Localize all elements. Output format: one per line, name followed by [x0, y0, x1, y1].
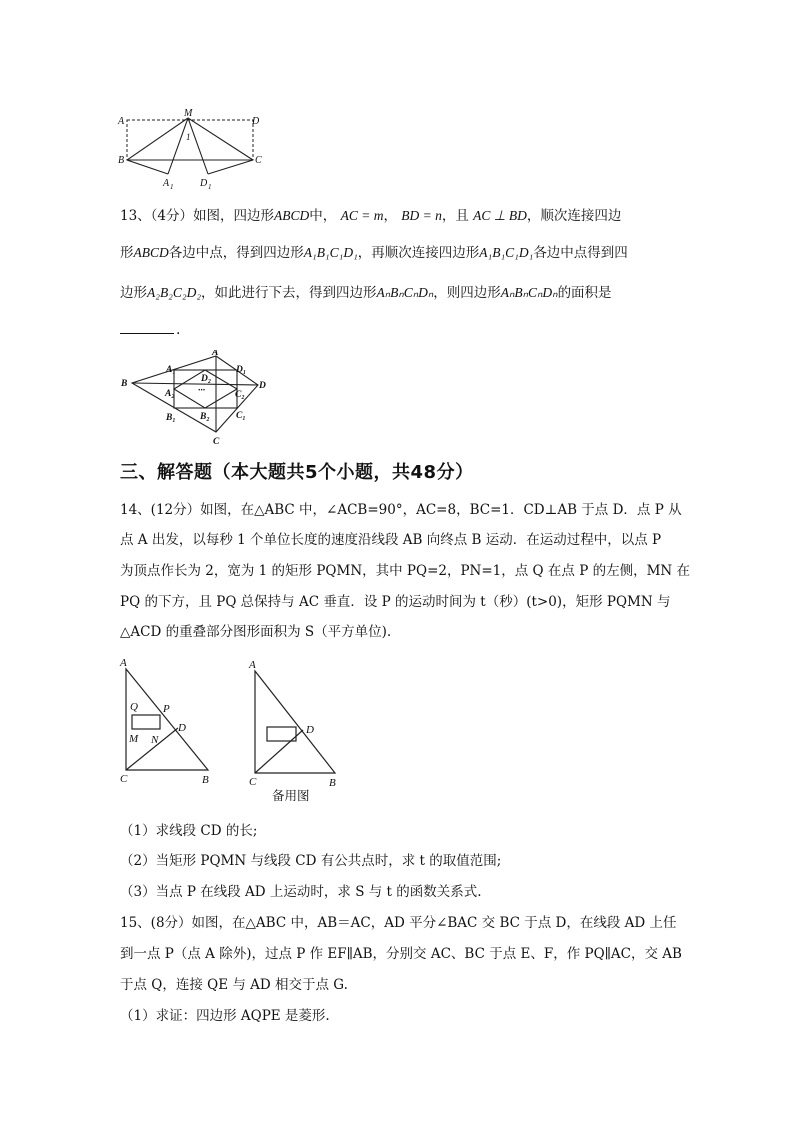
label-B1: B₁: [166, 413, 176, 423]
q14-line-3: 为顶点作长为 2，宽为 1 的矩形 PQMN，其中 PQ=2，PN=1，点 Q 在点 P 的左侧，MN 在: [120, 563, 691, 579]
label-A: A: [249, 659, 256, 671]
q14-line-4: PQ 的下方，且 PQ 总保持与 AC 垂直．设 P 的运动时间为 t（秒）(t>0)，矩形 PQMN 与: [120, 594, 671, 610]
label-C1: C₁: [236, 411, 246, 421]
label-D: D: [306, 724, 314, 736]
q13-line-1: 13、（4分）如图，四边形ABCD中， AC = m， BD = n，且 AC ⊥ BD，顺次连接四边: [120, 208, 622, 224]
label-B: B: [118, 155, 125, 166]
label-A: A: [118, 116, 125, 127]
figure-rectangle-fold: [112, 104, 272, 196]
label-D: D: [178, 722, 186, 734]
label-D: D: [252, 116, 260, 127]
period: .: [176, 322, 181, 338]
q15-sub-1: （1）求证：四边形 AQPE 是菱形.: [120, 1008, 330, 1024]
label-C: C: [255, 155, 262, 166]
q14-sub-3: （3）当点 P 在线段 AD 上运动时，求 S 与 t 的函数关系式.: [120, 884, 482, 900]
label-B: B: [329, 777, 336, 788]
q14-line-1: 14、(12分）如图，在△ABC 中，∠ACB=90°，AC=8，BC=1．CD⊥AB 于点 D．点 P 从: [120, 502, 682, 518]
label-A1: A: [163, 178, 170, 189]
label-P: P: [163, 703, 170, 715]
label-C: C: [249, 776, 257, 788]
label-N: N: [151, 734, 159, 746]
figure-caption: 备用图: [272, 788, 310, 803]
q15-line-2: 到一点 P（点 A 除外)，过点 P 作 EF∥AB，分别交 AC、BC 于点 E、F，作 PQ∥AC，交 AB: [120, 946, 682, 962]
label-ellipsis: ···: [198, 386, 206, 396]
answer-blank: [120, 333, 174, 334]
figure-nested-quadrilaterals: [118, 350, 278, 445]
label-A: A: [120, 657, 127, 669]
figure-q14-main: [116, 654, 216, 786]
q14-line-2: 点 A 出发，以每秒 1 个单位长度的速度沿线段 AB 向终点 B 运动．在运动过程中，以点 P: [120, 532, 662, 548]
q14-sub-2: （2）当矩形 PQMN 与线段 CD 有公共点时，求 t 的取值范围;: [120, 853, 502, 869]
label-D1: D₁: [236, 365, 247, 375]
label-B: B: [202, 774, 209, 786]
q13-line-2: 形ABCD各边中点，得到四边形A₁B₁C₁D₁，再顺次连接四边形A₁B₁C₁D₁各边中点得到四: [120, 245, 628, 261]
label-A2: A₂: [165, 389, 175, 399]
label-C2: C₂: [235, 390, 245, 400]
q15-line-1: 15、(8分）如图，在△ABC 中，AB＝AC，AD 平分∠BAC 交 BC 于点 D，在线段 AD 上任: [120, 915, 677, 931]
label-C: C: [213, 437, 220, 445]
q15-line-3: 于点 Q，连接 QE 与 AD 相交于点 G.: [120, 977, 348, 993]
label-D1-sub: 1: [208, 183, 212, 191]
q14-line-5: △ACD 的重叠部分图形面积为 S（平方单位).: [120, 624, 392, 640]
label-A1: A₁: [166, 365, 176, 375]
label-A: A: [212, 350, 219, 358]
label-M: M: [184, 108, 193, 119]
label-A1-sub: 1: [170, 183, 174, 191]
label-B: B: [121, 379, 128, 389]
label-D1: D: [200, 178, 208, 189]
q13-line-3: 边形A₂B₂C₂D₂，如此进行下去，得到四边形AₙBₙCₙDₙ，则四边形AₙBₙCₙDₙ的面积是: [120, 285, 612, 301]
label-B2: B₂: [200, 412, 210, 422]
section-heading: 三、解答题（本大题共5个小题，共48分）: [120, 462, 474, 483]
label-Q: Q: [130, 701, 138, 713]
label-D: D: [259, 381, 266, 391]
label-C: C: [120, 773, 128, 785]
q14-sub-1: （1）求线段 CD 的长;: [120, 823, 258, 839]
label-M: M: [129, 733, 139, 745]
figure-q14-backup: [245, 656, 345, 788]
label-D2: D₂: [201, 374, 212, 384]
label-angle-1: 1: [186, 132, 191, 142]
